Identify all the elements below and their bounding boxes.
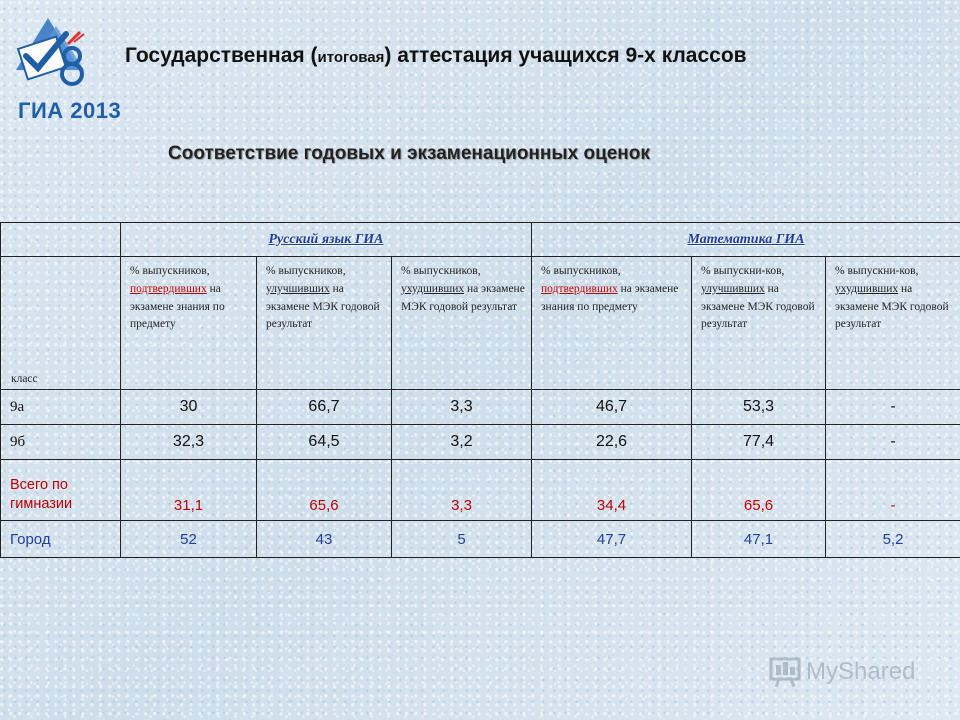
page-subtitle: Соответствие годовых и экзаменационных оценок [168, 143, 650, 164]
column-header-ru-confirmed: % выпускников, подтвердивших на экзамене знания по предмету [121, 257, 257, 390]
column-header-klass: класс [1, 257, 121, 390]
table-cell: 65,6 [257, 460, 392, 521]
table-row-city [1, 521, 960, 558]
title-part1: Государственная ( [125, 44, 318, 67]
table-cell: 47,7 [532, 521, 692, 558]
table-cell: 30 [121, 390, 257, 425]
group-header-russian: Русский язык ГИА [121, 223, 532, 257]
table-cell: 3,3 [392, 390, 532, 425]
column-header-ru-worsened: % выпускников, ухудшивших на экзамене МЭК годовой результат [392, 257, 532, 390]
column-header-math-improved: % выпускни-ков, улучшивших на экзамене МЭК годовой результат [692, 257, 826, 390]
gia-logo [8, 12, 124, 123]
row-label-total: Всего по гимназии [1, 460, 121, 521]
table-cell: 53,3 [692, 390, 826, 425]
table-cell: 22,6 [532, 425, 692, 460]
group-header-math: Математика ГИА [532, 223, 960, 257]
myshared-watermark [768, 655, 915, 689]
gia-logo-graphic [8, 12, 124, 102]
table-row-total [1, 460, 960, 521]
table-cell: 77,4 [692, 425, 826, 460]
title-part2: ) аттестация учащихся 9-х классов [384, 44, 747, 67]
table-cell: 5,2 [826, 521, 960, 558]
table-row-9b [1, 425, 960, 460]
presentation-icon [768, 655, 802, 689]
empty-corner-cell [1, 223, 121, 257]
row-label-city: Город [1, 521, 121, 558]
table-cell: 65,6 [692, 460, 826, 521]
table-cell: 43 [257, 521, 392, 558]
page-title [125, 44, 747, 68]
table-cell: 34,4 [532, 460, 692, 521]
column-header-ru-improved: % выпускников, улучшивших на экзамене МЭК годовой результат [257, 257, 392, 390]
table-cell: - [826, 460, 960, 521]
table-cell: 47,1 [692, 521, 826, 558]
column-header-math-confirmed: % выпускников, подтвердивших на экзамене знания по предмету [532, 257, 692, 390]
table-cell: - [826, 390, 960, 425]
table-cell: 3,2 [392, 425, 532, 460]
table-cell: 64,5 [257, 425, 392, 460]
row-label: 9б [1, 425, 121, 460]
table-cell: 3,3 [392, 460, 532, 521]
table-cell: 31,1 [121, 460, 257, 521]
row-label: 9а [1, 390, 121, 425]
table-cell: 66,7 [257, 390, 392, 425]
table-row-9a [1, 390, 960, 425]
column-header-math-worsened: % выпускни-ков, ухудшивших на экзамене МЭК годовой результат [826, 257, 960, 390]
column-header-row [1, 257, 960, 390]
group-header-row [1, 223, 960, 257]
watermark-text: MyShared [806, 658, 916, 685]
results-table [0, 222, 960, 558]
table-cell: 5 [392, 521, 532, 558]
table-cell: 46,7 [532, 390, 692, 425]
table-cell: - [826, 425, 960, 460]
logo-text: ГИА 2013 [18, 98, 122, 123]
table-cell: 52 [121, 521, 257, 558]
table-cell: 32,3 [121, 425, 257, 460]
title-small: итоговая [317, 49, 385, 66]
